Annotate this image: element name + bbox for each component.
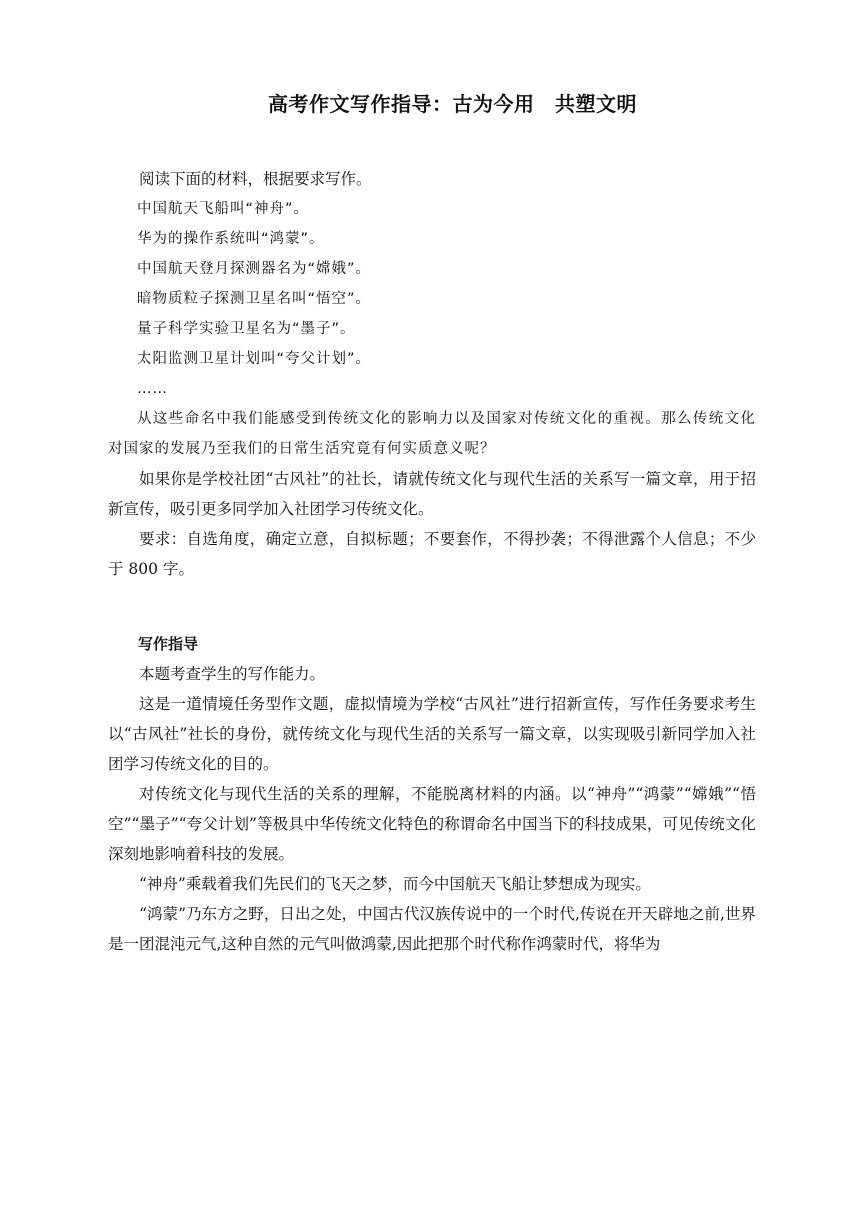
- guide-heading: 写作指导: [138, 635, 199, 653]
- guide-paragraph: “神舟”乘载着我们先民们的飞天之梦，而今中国航天飞船让梦想成为现实。: [139, 875, 651, 893]
- page-title: 高考作文写作指导：古为今用 共塑文明: [268, 92, 637, 116]
- material-line: 暗物质粒子探测卫星名叫“悟空”。: [137, 291, 372, 307]
- material-ellipsis: ……: [137, 381, 168, 397]
- requirements-paragraph: 要求：自选角度，确定立意，自拟标题；不要套作，不得抄袭；不得泄露个人信息；不少于 800 字。: [108, 530, 756, 578]
- guide-paragraph: 这是一道情境任务型作文题，虚拟情境为学校“古风社”进行招新宣传，写作任务要求考生以“古风社”社长的身份，就传统文化与现代生活的关系写一篇文章，以实现吸引新同学加入社团学习传统文化的目的。: [108, 695, 756, 773]
- document-body: [108, 164, 756, 959]
- material-question: 从这些命名中我们能感受到传统文化的影响力以及国家对传统文化的重视。那么传统文化对国家的发展乃至我们的日常生活究竟有何实质意义呢？: [108, 411, 756, 457]
- task-paragraph: 如果你是学校社团“古风社”的社长，请就传统文化与现代生活的关系写一篇文章，用于招新宣传，吸引更多同学加入社团学习传统文化。: [108, 470, 756, 518]
- material-line: 华为的操作系统叫“鸿蒙”。: [137, 231, 325, 247]
- guide-paragraph: “鸿蒙”乃东方之野，日出之处，中国古代汉族传说中的一个时代,传说在开天辟地之前,世界是一团混沌元气,这种自然的元气叫做鸿蒙,因此把那个时代称作鸿蒙时代，将华为: [108, 905, 756, 953]
- section-spacer: [108, 584, 756, 629]
- material-line: 中国航天飞船叫“神舟”。: [137, 201, 310, 217]
- material-line: 量子科学实验卫星名为“墨子”。: [137, 321, 356, 337]
- guide-paragraph: 对传统文化与现代生活的关系的理解，不能脱离材料的内涵。以“神舟”“鸿蒙”“嫦娥”“悟空”“墨子”“夸父计划”等极具中华传统文化特色的称谓命名中国当下的科技成果，可见传统文化深刻地影响着科技的发展。: [108, 785, 756, 863]
- guide-paragraph: 本题考查学生的写作能力。: [139, 665, 326, 683]
- intro-paragraph: 阅读下面的材料，根据要求写作。: [139, 170, 372, 188]
- material-line: 中国航天登月探测器名为“嫦娥”。: [137, 261, 372, 277]
- material-line: 太阳监测卫星计划叫“夸父计划”。: [137, 351, 372, 367]
